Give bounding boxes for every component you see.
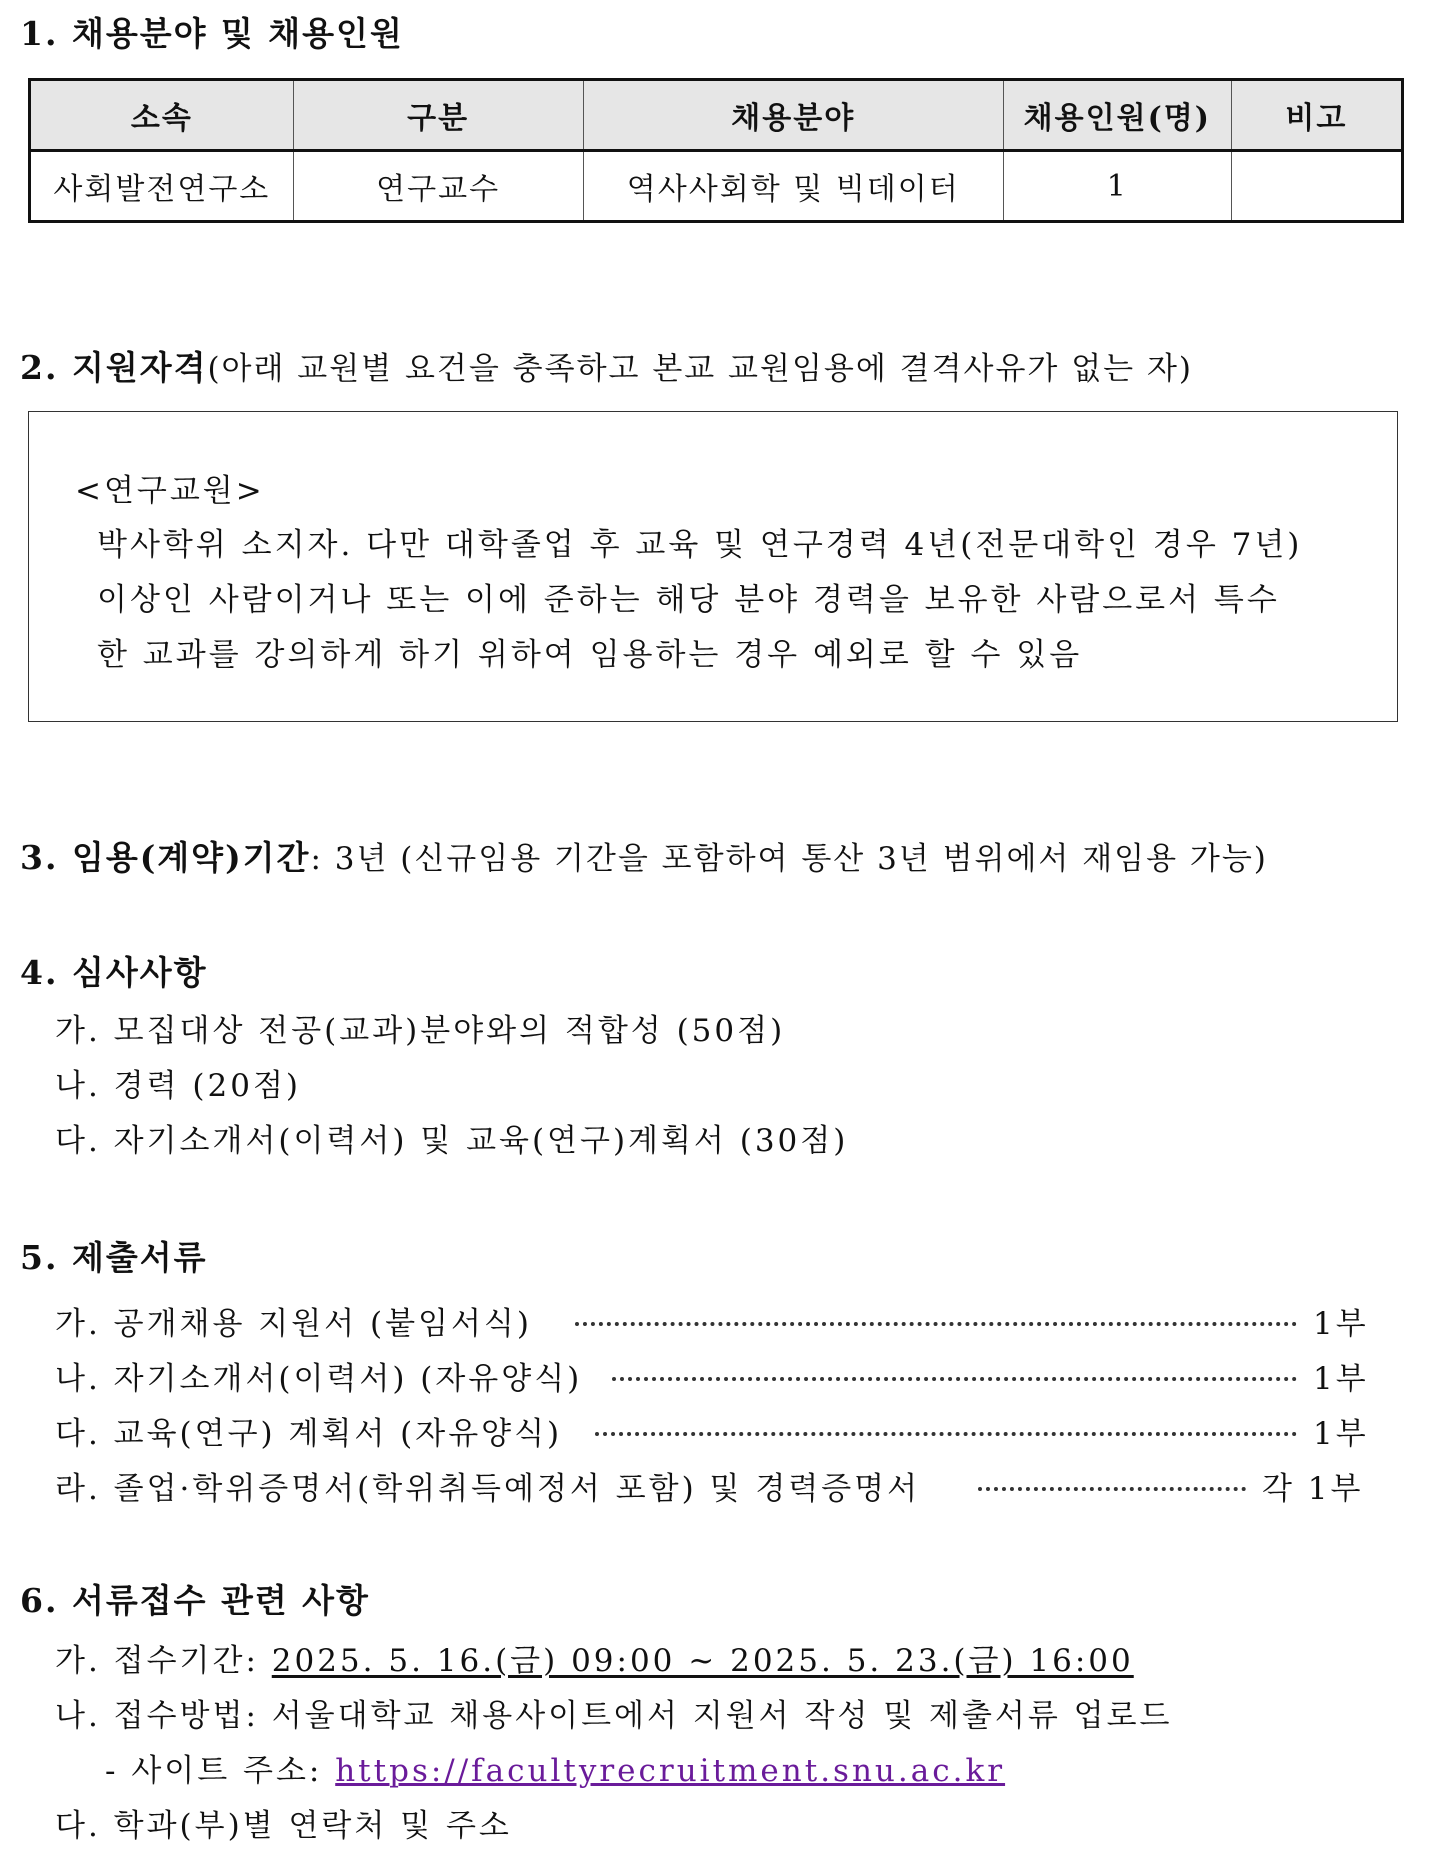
col-header-category: 구분	[293, 80, 583, 151]
document-item-4-label: 라. 졸업·학위증명서(학위취득예정서 포함) 및 경력증명서	[55, 1471, 921, 1507]
section-3-detail: : 3년 (신규임용 기간을 포함하여 통산 3년 범위에서 재임용 가능)	[310, 841, 1268, 877]
col-header-affiliation: 소속	[30, 80, 294, 151]
qualification-line-3: 한 교과를 강의하게 하기 위하여 임용하는 경우 예외로 할 수 있음	[97, 637, 1083, 673]
document-item-3-label: 다. 교육(연구) 계획서 (자유양식)	[55, 1416, 563, 1452]
section-3-title: 3. 임용(계약)기간	[20, 838, 311, 877]
cell-note	[1231, 151, 1402, 222]
application-method: 나. 접수방법: 서울대학교 채용사이트에서 지원서 작성 및 제출서류 업로드	[55, 1698, 1173, 1734]
application-period-label: 가. 접수기간:	[55, 1643, 259, 1679]
dot-leader	[978, 1487, 1246, 1491]
department-contact: 다. 학과(부)별 연락처 및 주소	[55, 1808, 512, 1844]
qualification-box-title: <연구교원>	[75, 473, 265, 509]
review-item-3: 다. 자기소개서(이력서) 및 교육(연구)계획서 (30점)	[55, 1123, 849, 1159]
section-2-heading	[20, 342, 1193, 389]
dot-leader	[595, 1432, 1297, 1436]
cell-category: 연구교수	[293, 151, 583, 222]
section-6-heading: 6. 서류접수 관련 사항	[20, 1581, 370, 1620]
review-item-2: 나. 경력 (20점)	[55, 1068, 301, 1104]
review-item-1: 가. 모집대상 전공(교과)분야와의 적합성 (50점)	[55, 1013, 786, 1049]
application-period-value: 2025. 5. 16.(금) 09:00 ~ 2025. 5. 23.(금) 16:00	[271, 1643, 1134, 1679]
section-4-heading: 4. 심사사항	[20, 953, 208, 992]
qualification-line-1: 박사학위 소지자. 다만 대학졸업 후 교육 및 연구경력 4년(전문대학인 경우 7년)	[97, 527, 1303, 563]
table-header-row	[30, 80, 1403, 151]
section-5-heading: 5. 제출서류	[20, 1238, 208, 1277]
cell-field: 역사사회학 및 빅데이터	[583, 151, 1003, 222]
section-3-heading	[20, 832, 1268, 879]
qualification-box	[28, 411, 1398, 722]
application-period	[55, 1635, 1134, 1680]
document-item-4-count: 각 1부	[1262, 1471, 1364, 1507]
site-address-label: - 사이트 주소:	[105, 1753, 323, 1789]
cell-headcount: 1	[1003, 151, 1231, 222]
section-2-subtitle: (아래 교원별 요건을 충족하고 본교 교원임용에 결격사유가 없는 자)	[207, 351, 1194, 387]
document-item-1-label: 가. 공개채용 지원서 (붙임서식)	[55, 1306, 532, 1342]
cell-affiliation: 사회발전연구소	[30, 151, 294, 222]
site-address-line	[105, 1745, 1005, 1790]
document-item-3-count: 1부	[1313, 1416, 1369, 1452]
recruitment-site-link[interactable]: https://facultyrecruitment.snu.ac.kr	[335, 1753, 1006, 1789]
section-1-heading: 1. 채용분야 및 채용인원	[20, 14, 404, 53]
dot-leader	[612, 1377, 1297, 1381]
document-item-1-count: 1부	[1313, 1306, 1369, 1342]
col-header-note: 비고	[1231, 80, 1402, 151]
dot-leader	[575, 1322, 1297, 1326]
table-row	[30, 151, 1403, 222]
col-header-field: 채용분야	[583, 80, 1003, 151]
qualification-line-2: 이상인 사람이거나 또는 이에 준하는 해당 분야 경력을 보유한 사람으로서 특수	[97, 582, 1280, 618]
document-item-2-count: 1부	[1313, 1361, 1369, 1397]
col-header-headcount: 채용인원(명)	[1003, 80, 1231, 151]
recruitment-table	[28, 78, 1404, 223]
document-item-2-label: 나. 자기소개서(이력서) (자유양식)	[55, 1361, 583, 1397]
section-2-title: 2. 지원자격	[20, 348, 208, 387]
